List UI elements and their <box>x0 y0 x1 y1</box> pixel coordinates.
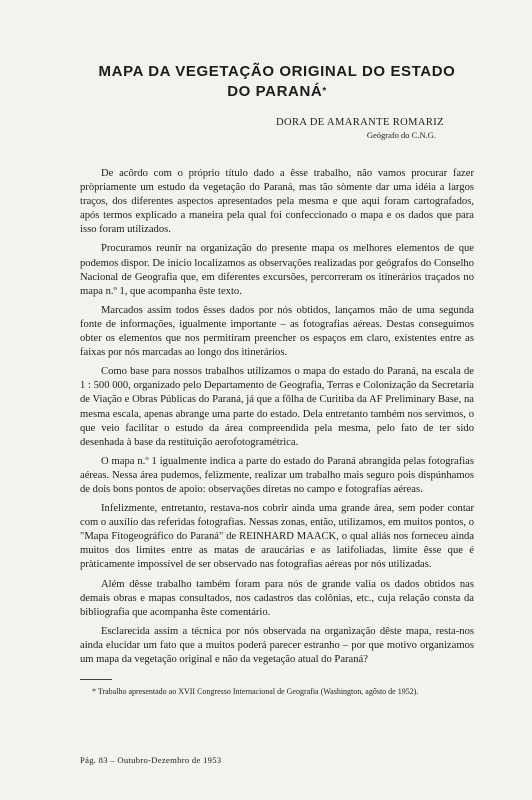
body-paragraph: Esclarecida assim a técnica por nós observada na organização dêste mapa, resta-nos ainda elucidar um fato que a muitos poderá parecer estranho – por que motivo organizamos um mapa da vegetação original e não da vegetação atual do Paraná? <box>80 625 474 665</box>
article-title <box>80 62 474 102</box>
article-body <box>80 167 474 667</box>
title-line-1: MAPA DA VEGETAÇÃO ORIGINAL DO ESTADO <box>98 63 456 80</box>
author-name: DORA DE AMARANTE ROMARIZ <box>276 117 444 128</box>
footnote-divider <box>80 679 112 680</box>
body-paragraph: Marcados assim todos êsses dados por nós obtidos, lançamos mão de uma segunda fonte de informações, igualmente importante – as fotografias aéreas. Destas conseguimos obter os elementos que nos permitiram preencher os espaços em claro, existentes entre as faixas por nós marcadas ao longo dos itinerários. <box>80 304 474 359</box>
body-paragraph: O mapa n.º 1 igualmente indica a parte do estado do Paraná abrangida pelas fotografias aéreas. Nessa área pudemos, felizmente, realizar um trabalho mais seguro pois dispúnhamos de dois bons pontos de apoio: observações diretas no campo e fotografias aéreas. <box>80 455 474 495</box>
body-paragraph: De acôrdo com o próprio título dado a êsse trabalho, não vamos procurar fazer pròpriamente um estudo da vegetação do Paraná, mas tão sòmente dar uma idéia a largos traços, dos diferentes aspectos apresentados pela mesma e que aqui foram cartografados, após termos explicado a maneira pela qual foi confeccionado o mapa e os dados que para isso foram utilizados. <box>80 168 474 236</box>
author-affiliation: Geógrafo do C.N.G. <box>366 130 436 140</box>
page-footer: Pág. 83 – Outubro-Dezembro de 1953 <box>80 755 222 765</box>
body-paragraph: Além dêsse trabalho também foram para nós de grande valia os dados obtidos nas demais obras e mapas consultados, nos cadastros das colônias, etc., cuja relação consta da bibliografia que acompanha êste comentário. <box>80 578 474 618</box>
body-paragraph: Como base para nossos trabalhos utilizamos o mapa do estado do Paraná, na escala de 1 : 500 000, organizado pelo Departamento de Geografia, Terras e Colonização da Secretaria de Viação e Obras Públicas do Paraná, já que a fôlha de Curitiba da AF Preliminary Base, na mesma escala, apenas abrange uma parte do estado. Dela entretanto também nos servimos, o que veio facilitar o estudo da área compreendida pela mesma, pelo fato de ter sido desenhada à base da restituição aerofotogramétrica. <box>80 366 474 448</box>
byline <box>80 116 474 141</box>
footnote: * Trabalho apresentado ao XVII Congresso Internacional de Geografia (Washington, agôsto de 1952). <box>92 687 419 697</box>
body-paragraph: Infelizmente, entretanto, restava-nos cobrir ainda uma grande área, sem poder contar com o auxílio das referidas fotografias. Nessas zonas, então, utilizamos, em muitos pontos, o "Mapa Fitogeográfico do Paraná" de REINHARD MAACK, o qual aliás nos forneceu ainda muitos dos limites entre as matas de araucárias e as latifoliadas, limite êsse que é pràticamente impossível de ser observado nas fotografias aéreas por nós utilizadas. <box>80 503 474 571</box>
title-footnote-mark: * <box>322 86 327 97</box>
body-paragraph: Procuramos reunir na organização do presente mapa os melhores elementos de que podemos dispor. De início localizamos as observações realizadas por geógrafos do Conselho Nacional de Geografia que, em diferentes excursões, percorreram os itinerários traçados no mapa n.º 1, que acompanha êste texto. <box>80 243 474 297</box>
title-line-2: DO PARANÁ <box>227 83 323 100</box>
